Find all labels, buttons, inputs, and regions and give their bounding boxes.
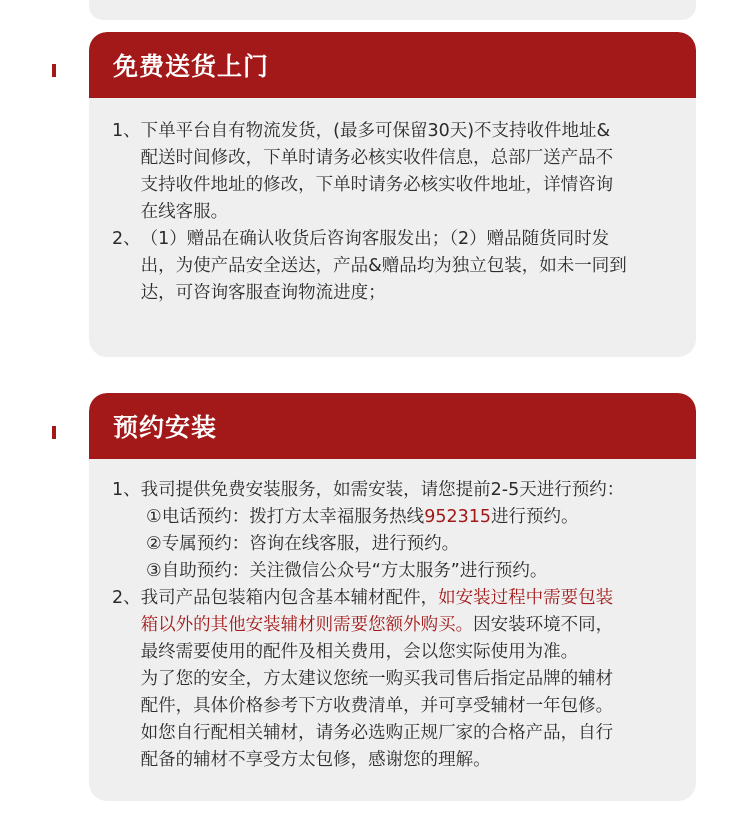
install-item-1: [112, 477, 682, 504]
item-line: [141, 612, 682, 639]
item-line: 达，可咨询客服查询物流进度；: [140, 283, 386, 303]
self-booking: ③自助预约：关注微信公众号“方太服务”进行预约。: [146, 561, 548, 581]
install-header: [89, 393, 696, 459]
item-line: 配送时间修改，下单时请务必核实收件信息，总部厂送产品不: [140, 148, 614, 168]
delivery-item-2: [112, 226, 682, 307]
item-line: 配备的辅材不享受方太包修，感谢您的理解。: [140, 750, 491, 770]
phone-booking-text: ①电话预约：拨打方太幸福服务热线: [146, 507, 425, 527]
item-text: 因安装环境不同，: [473, 615, 614, 635]
highlight-text: 如安装过程中需要包装: [438, 588, 614, 608]
delivery-section: [89, 32, 696, 357]
exclusive-booking: ②专属预约：咨询在线客服，进行预约。: [146, 534, 460, 554]
delivery-title: 免费送货上门: [113, 52, 270, 81]
delivery-item-1: [112, 118, 682, 226]
section-marker: [52, 426, 56, 439]
install-content: [89, 459, 696, 774]
phone-booking: [112, 504, 682, 531]
item-line: 出，为使产品安全送达，产品&赠品均为独立包装，如未一同到: [140, 256, 627, 276]
item-line: 为了您的安全，方太建议您统一购买我司售后指定品牌的辅材: [140, 669, 614, 689]
delivery-header: [89, 32, 696, 98]
install-title: 预约安装: [113, 413, 218, 442]
install-section: [89, 393, 696, 801]
delivery-content: [89, 98, 696, 307]
item-line: 如您自行配相关辅材，请务必选购正规厂家的合格产品，自行: [140, 723, 614, 743]
item-line: 最终需要使用的配件及相关费用，会以您实际使用为准。: [140, 642, 579, 662]
hotline-number: 952315: [424, 507, 491, 527]
item-line: 在线客服。: [140, 202, 229, 222]
item-line: 下单平台自有物流发货，(最多可保留30天)不支持收件地址&: [140, 121, 611, 141]
item-line: 支持收件地址的修改，下单时请务必核实收件地址，详情咨询: [140, 175, 614, 195]
item-line: 配件，具体价格参考下方收费清单，并可享受辅材一年包修。: [140, 696, 614, 716]
previous-panel-bottom: [89, 0, 696, 20]
item-text: 我司产品包装箱内包含基本辅材配件，: [140, 588, 439, 608]
item-number: 2、: [112, 588, 141, 608]
item-line: [141, 585, 682, 612]
item-number: 1、: [112, 480, 141, 500]
item-line: （1）赠品在确认收货后咨询客服发出；（2）赠品随货同时发: [140, 229, 610, 249]
highlight-text: 箱以外的其他安装辅材则需要您额外购买。: [140, 615, 474, 635]
item-number: 1、: [112, 121, 141, 141]
section-marker: [52, 64, 56, 77]
phone-booking-suffix: 进行预约。: [491, 507, 579, 527]
item-line: 我司提供免费安装服务，如需安装，请您提前2-5天进行预约：: [140, 480, 625, 500]
install-item-2: [112, 585, 682, 774]
item-number: 2、: [112, 229, 141, 249]
